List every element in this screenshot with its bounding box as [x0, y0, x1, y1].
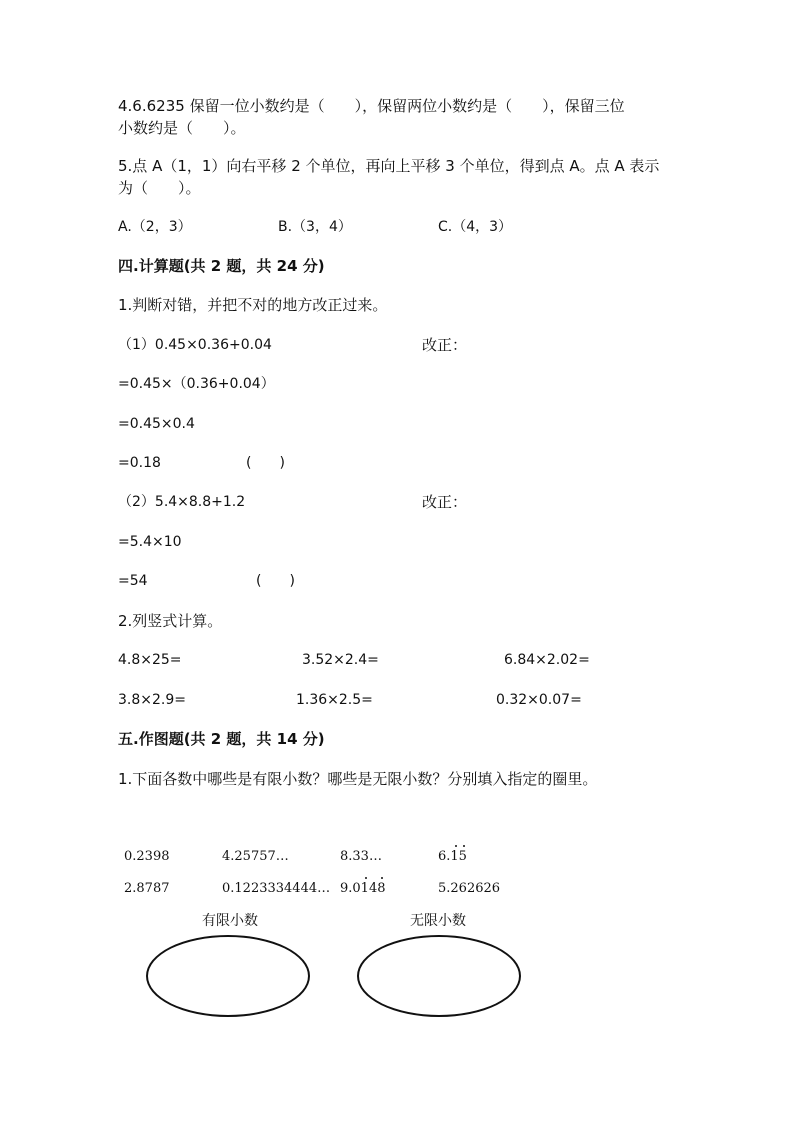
section4-title: 四.计算题(共 2 题，共 24 分)	[118, 257, 325, 275]
section5-title: 五.作图题(共 2 题，共 14 分)	[118, 730, 325, 748]
infinite-decimal-circle[interactable]	[357, 935, 521, 1017]
q5-option-c: C.（4，3）	[438, 219, 513, 235]
s4-q2-item: 1.36×2.5=	[296, 692, 373, 708]
s4-q1-part2-step1: =5.4×10	[118, 534, 182, 550]
s4-q2-item: 0.32×0.07=	[496, 692, 582, 708]
s4-q1-part1-step1: =0.45×（0.36+0.04）	[118, 376, 275, 392]
s4-q2-item: 3.52×2.4=	[302, 652, 379, 668]
s4-q2-item: 6.84×2.02=	[504, 652, 590, 668]
s4-q1-part2-fix-label: 改正：	[422, 493, 468, 511]
infinite-decimal-label: 无限小数	[410, 913, 466, 929]
repeating-dot	[455, 845, 457, 847]
decimal-number: 2.8787	[124, 881, 170, 896]
q4-line2: 小数约是（ ）。	[118, 119, 246, 137]
decimal-number: 9.0148	[340, 881, 386, 896]
s4-q1-part1-step3: =0.18	[118, 455, 161, 471]
s4-q1-part2-judge-blank: ( )	[256, 573, 295, 589]
repeating-dot	[463, 845, 465, 847]
s5-q1-prompt: 1.下面各数中哪些是有限小数？哪些是无限小数？分别填入指定的圈里。	[118, 770, 598, 788]
s4-q1-part1-fix-label: 改正：	[422, 336, 468, 354]
s4-q1-prompt: 1.判断对错，并把不对的地方改正过来。	[118, 296, 388, 314]
s4-q2-item: 3.8×2.9=	[118, 692, 186, 708]
s4-q2-prompt: 2.列竖式计算。	[118, 612, 223, 630]
decimal-number: 5.262626	[438, 881, 501, 896]
decimal-number: 8.33…	[340, 849, 382, 864]
decimal-number: 0.1223334444…	[222, 881, 331, 896]
s4-q1-part2-expr: （2）5.4×8.8+1.2	[118, 494, 246, 510]
s4-q1-part1-step2: =0.45×0.4	[118, 416, 195, 432]
s4-q2-item: 4.8×25=	[118, 652, 182, 668]
q4-line1: 4.6.6235 保留一位小数约是（ ），保留两位小数约是（ ），保留三位	[118, 97, 625, 115]
finite-decimal-circle[interactable]	[146, 935, 310, 1017]
q5-line2: 为（ ）。	[118, 179, 201, 197]
repeating-dot	[381, 877, 383, 879]
s4-q1-part1-expr: （1）0.45×0.36+0.04	[118, 337, 272, 353]
q5-option-b: B.（3，4）	[278, 219, 352, 235]
repeating-dot	[365, 877, 367, 879]
q5-line1: 5.点 A（1，1）向右平移 2 个单位，再向上平移 3 个单位，得到点 A。点 A 表示	[118, 157, 660, 175]
finite-decimal-label: 有限小数	[202, 913, 258, 929]
decimal-number: 0.2398	[124, 849, 170, 864]
s4-q1-part2-step2: =54	[118, 573, 148, 589]
s4-q1-part1-judge-blank: ( )	[246, 455, 285, 471]
q5-option-a: A.（2，3）	[118, 219, 192, 235]
decimal-number: 6.15	[438, 849, 467, 864]
decimal-number: 4.25757…	[222, 849, 289, 864]
